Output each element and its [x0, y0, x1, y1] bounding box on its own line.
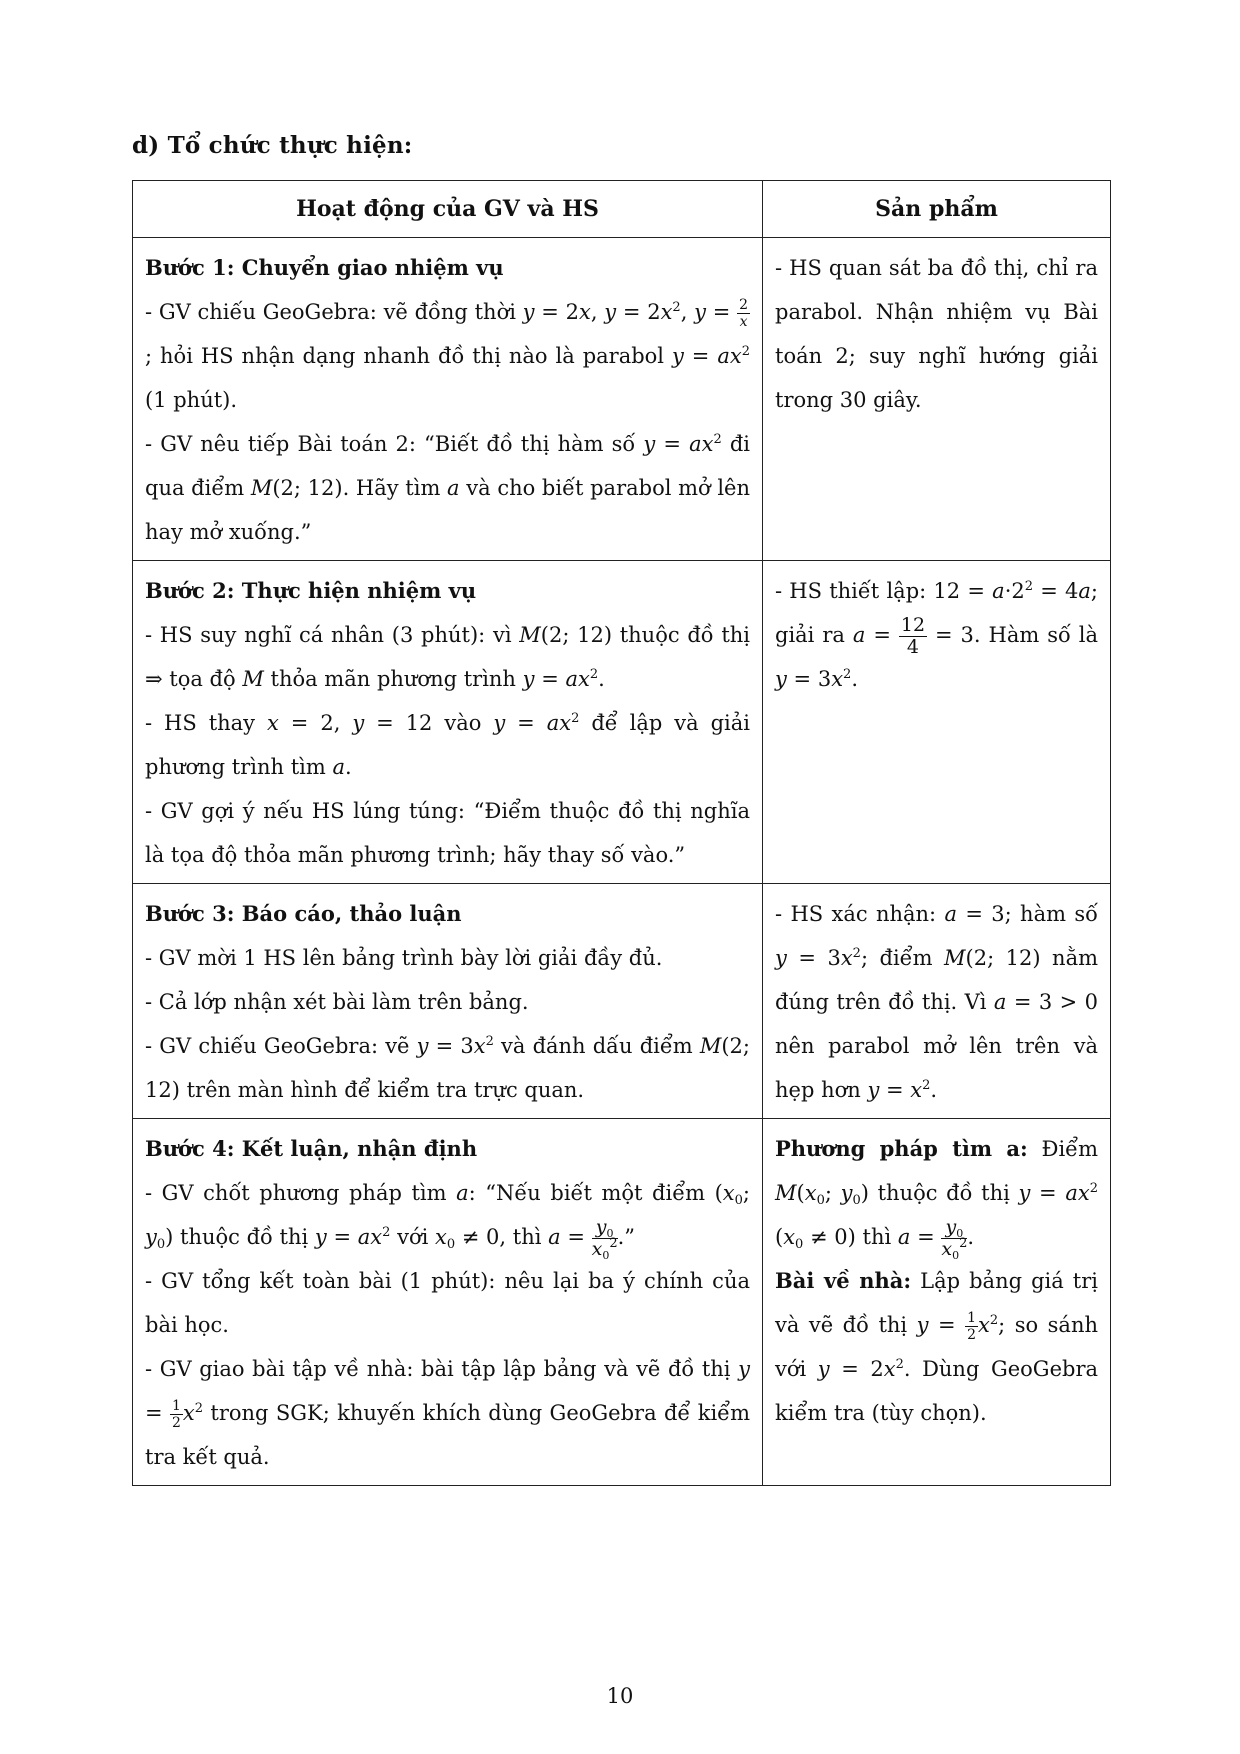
lesson-activity-table: [132, 180, 1111, 1486]
step-1-product: - HS quan sát ba đồ thị, chỉ ra parabol. Nhận nhiệm vụ Bài toán 2; suy nghĩ hướng giải trong 30 giây.: [763, 238, 1111, 561]
activity-item: - GV giao bài tập về nhà: bài tập lập bảng và vẽ đồ thị y = $\frac{1}{2}$ $x^2$ trong SGK; khuyến khích dùng GeoGebra để kiểm tra kết quả.: [145, 1357, 750, 1469]
activity-item: - GV tổng kết toàn bài (1 phút): nêu lại ba ý chính của bài học.: [145, 1269, 750, 1337]
table-row: [133, 561, 1111, 884]
step-4-product: [763, 1119, 1111, 1486]
section-heading: d) Tổ chức thực hiện:: [132, 132, 413, 159]
activity-item: - GV chiếu GeoGebra: vẽ đồng thời y = 2x, $y = 2x^2$, y = $\frac{2}{x}$ ; hỏi HS nhận dạng nhanh đồ thị nào là parabol $y = ax^2$ (1 phút).: [145, 297, 750, 412]
step-title: Bước 2: Thực hiện nhiệm vụ: [145, 578, 477, 603]
activity-item: - GV nêu tiếp Bài toán 2: “Biết đồ thị hàm số $y = ax^2$ đi qua điểm M(2; 12). Hãy tìm a và cho biết parabol mở lên hay mở xuống.”: [145, 432, 751, 544]
step-1-activity: [133, 238, 763, 561]
step-title: Bước 3: Báo cáo, thảo luận: [145, 901, 462, 926]
activity-item: - GV gợi ý nếu HS lúng túng: “Điểm thuộc đồ thị nghĩa là tọa độ thỏa mãn phương trình; hãy thay số vào.”: [145, 799, 750, 867]
activity-item: - Cả lớp nhận xét bài làm trên bảng.: [145, 990, 529, 1014]
activity-item: - HS suy nghĩ cá nhân (3 phút): vì M(2; 12) thuộc đồ thị ⇒ tọa độ M thỏa mãn phương trình $y = ax^2$.: [145, 623, 750, 691]
table-header-row: [133, 181, 1111, 238]
step-title: Bước 4: Kết luận, nhận định: [145, 1136, 478, 1161]
header-products: Sản phẩm: [763, 181, 1111, 238]
method-label: Phương pháp tìm a:: [775, 1136, 1028, 1161]
method-summary: Phương pháp tìm a: Điểm $M(x_0$; $y_0$) thuộc đồ thị $y = ax^2$ $(x_0 \ne 0)$ thì a = $\frac{y_0}{x_0^2}$ .: [775, 1136, 1098, 1262]
activity-item: - GV chốt phương pháp tìm a: “Nếu biết một điểm ($x_0$; $y_0$) thuộc đồ thị $y = ax^2$ với $x_0 \ne 0$, thì a = $\frac{y_0}{x_0^2}$ .”: [145, 1181, 750, 1262]
table-row: [133, 1119, 1111, 1486]
step-3-product: - HS xác nhận: a = 3; hàm số $y = 3x^2$; điểm M(2; 12) nằm đúng trên đồ thị. Vì a = 3 > 0 nên parabol mở lên trên và hẹp hơn $y = x^2$.: [763, 884, 1111, 1119]
page-number: 10: [606, 1684, 634, 1708]
step-title: Bước 1: Chuyển giao nhiệm vụ: [145, 255, 504, 280]
table-row: [133, 238, 1111, 561]
activity-item: - GV chiếu GeoGebra: vẽ $y = 3x^2$ và đánh dấu điểm M(2; 12) trên màn hình để kiểm tra trực quan.: [145, 1034, 750, 1102]
step-2-product: - HS thiết lập: $12 = a\cdot 2^2 = 4a$; giải ra a = $\frac{12}{4}$ = 3. Hàm số là $y = 3x^2$.: [763, 561, 1111, 884]
table-row: [133, 884, 1111, 1119]
homework-label: Bài về nhà:: [775, 1268, 912, 1293]
step-3-activity: [133, 884, 763, 1119]
activity-item: - GV mời 1 HS lên bảng trình bày lời giải đầy đủ.: [145, 946, 663, 970]
step-2-activity: [133, 561, 763, 884]
activity-item: - HS thay x = 2, y = 12 vào $y = ax^2$ để lập và giải phương trình tìm a.: [145, 711, 750, 779]
homework-note: Bài về nhà: Lập bảng giá trị và vẽ đồ thị y = $\frac{1}{2}$ $x^2$; so sánh với $y = 2x^2$. Dùng GeoGebra kiểm tra (tùy chọn).: [775, 1268, 1098, 1425]
step-4-activity: [133, 1119, 763, 1486]
header-activities: Hoạt động của GV và HS: [133, 181, 763, 238]
